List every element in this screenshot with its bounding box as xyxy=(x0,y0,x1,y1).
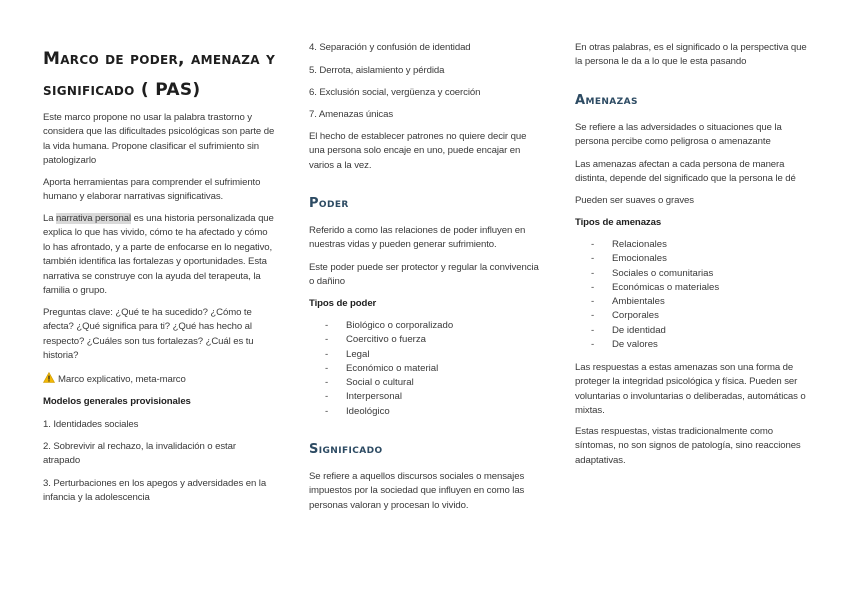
tipos-poder-heading: Tipos de poder xyxy=(309,298,377,309)
tipos-amenazas-heading: Tipos de amenazas xyxy=(575,217,662,228)
list-item: - Económicas o materiales xyxy=(575,281,807,295)
tools-paragraph: Aporta herramientas para comprender el sufrimiento humano y elaborar narrativas significativas. xyxy=(43,177,261,203)
amenazas-paragraph-4: Las respuestas a estas amenazas son una forma de proteger la integridad psicológica y física. Pueden ser voluntarias o involuntarias o deliberadas, automáticas o mixtas. xyxy=(575,362,806,417)
perspective-paragraph: En otras palabras, es el significado o la perspectiva que la persona le da a lo que le esta pasando xyxy=(575,42,807,68)
list-item: - Corporales xyxy=(575,309,807,323)
list-item: - Interpersonal xyxy=(309,390,541,404)
list-item: - Legal xyxy=(309,348,541,362)
model-item-7: 7. Amenazas únicas xyxy=(309,109,394,120)
model-item-2: 2. Sobrevivir al rechazo, la invalidación o estar atrapado xyxy=(43,441,236,467)
key-questions-paragraph: Preguntas clave: ¿Qué te ha sucedido? ¿Cómo te afecta? ¿Qué significa para ti? ¿Qué has hecho al respecto? ¿Cuáles son tus fortalezas? ¿Cuál es tu historia? xyxy=(43,307,254,362)
poder-paragraph-1: Referido a como las relaciones de poder influyen en nuestras vidas y pueden generar sufrimiento. xyxy=(309,225,526,251)
list-item: - Ideológico xyxy=(309,405,541,419)
list-item: - Sociales o comunitarias xyxy=(575,267,807,281)
list-item: - Social o cultural xyxy=(309,376,541,390)
tipos-amenazas-list xyxy=(575,238,807,352)
list-item: - Relacionales xyxy=(575,238,807,252)
list-item: - Biológico o corporalizado xyxy=(309,319,541,333)
models-heading: Modelos generales provisionales xyxy=(43,396,191,407)
list-item: - Ambientales xyxy=(575,295,807,309)
amenazas-paragraph-3: Pueden ser suaves o graves xyxy=(575,195,694,206)
significado-heading: Significado xyxy=(309,442,383,457)
list-item: - Económico o material xyxy=(309,362,541,376)
poder-paragraph-2: Este poder puede ser protector y regular la convivencia o dañino xyxy=(309,262,539,288)
narrative-paragraph: La narrativa personal es una historia personalizada que explica lo que has vivido, cómo te ha afectado y cómo lo has afrontado, y a parte de enfocarse en lo negativo, también identifica las fortalezas y oportunidades. Esta narrativa se construye con la ayuda del terapeuta, la familia o grupo. xyxy=(43,213,274,297)
amenazas-paragraph-5: Estas respuestas, vistas tradicionalmente como síntomas, no son signos de patología, sino reacciones adaptativas. xyxy=(575,426,801,466)
amenazas-paragraph-1: Se refiere a las adversidades o situaciones que la persona percibe como peligrosa o amenazante xyxy=(575,122,782,148)
model-item-6: 6. Exclusión social, vergüenza y coerción xyxy=(309,87,481,98)
tipos-poder-list xyxy=(309,319,541,419)
page-title: Marco de poder, amenaza y significado ( PAS) xyxy=(43,49,276,100)
poder-heading: Poder xyxy=(309,196,349,211)
model-item-4: 4. Separación y confusión de identidad xyxy=(309,42,471,53)
highlighted-term: narrativa personal xyxy=(56,213,132,224)
warning-icon xyxy=(43,372,55,383)
list-item: - De valores xyxy=(575,338,807,352)
amenazas-heading: Amenazas xyxy=(575,93,638,108)
significado-paragraph: Se refiere a aquellos discursos sociales o mensajes impuestos por la sociedad que influyen en como las personas valoran y procesan lo vivido. xyxy=(309,471,525,511)
list-item: - De identidad xyxy=(575,324,807,338)
amenazas-paragraph-2: Las amenazas afectan a cada persona de manera distinta, depende del significado que la persona le dé xyxy=(575,159,796,185)
intro-paragraph: Este marco propone no usar la palabra trastorno y considera que las dificultades psicológicas son parte de la vida humana. Propone clasificar el sufrimiento sin patologizarlo xyxy=(43,112,275,167)
model-item-3: 3. Perturbaciones en los apegos y adversidades en la infancia y la adolescencia xyxy=(43,478,267,504)
model-item-1: 1. Identidades sociales xyxy=(43,419,139,430)
list-item: - Emocionales xyxy=(575,252,807,266)
list-item: - Coercitivo o fuerza xyxy=(309,333,541,347)
warning-line: Marco explicativo, meta-marco xyxy=(43,372,275,387)
model-item-5: 5. Derrota, aislamiento y pérdida xyxy=(309,65,445,76)
patterns-paragraph: El hecho de establecer patrones no quiere decir que una persona solo encaje en uno, puede encajar en varios a la vez. xyxy=(309,131,527,171)
